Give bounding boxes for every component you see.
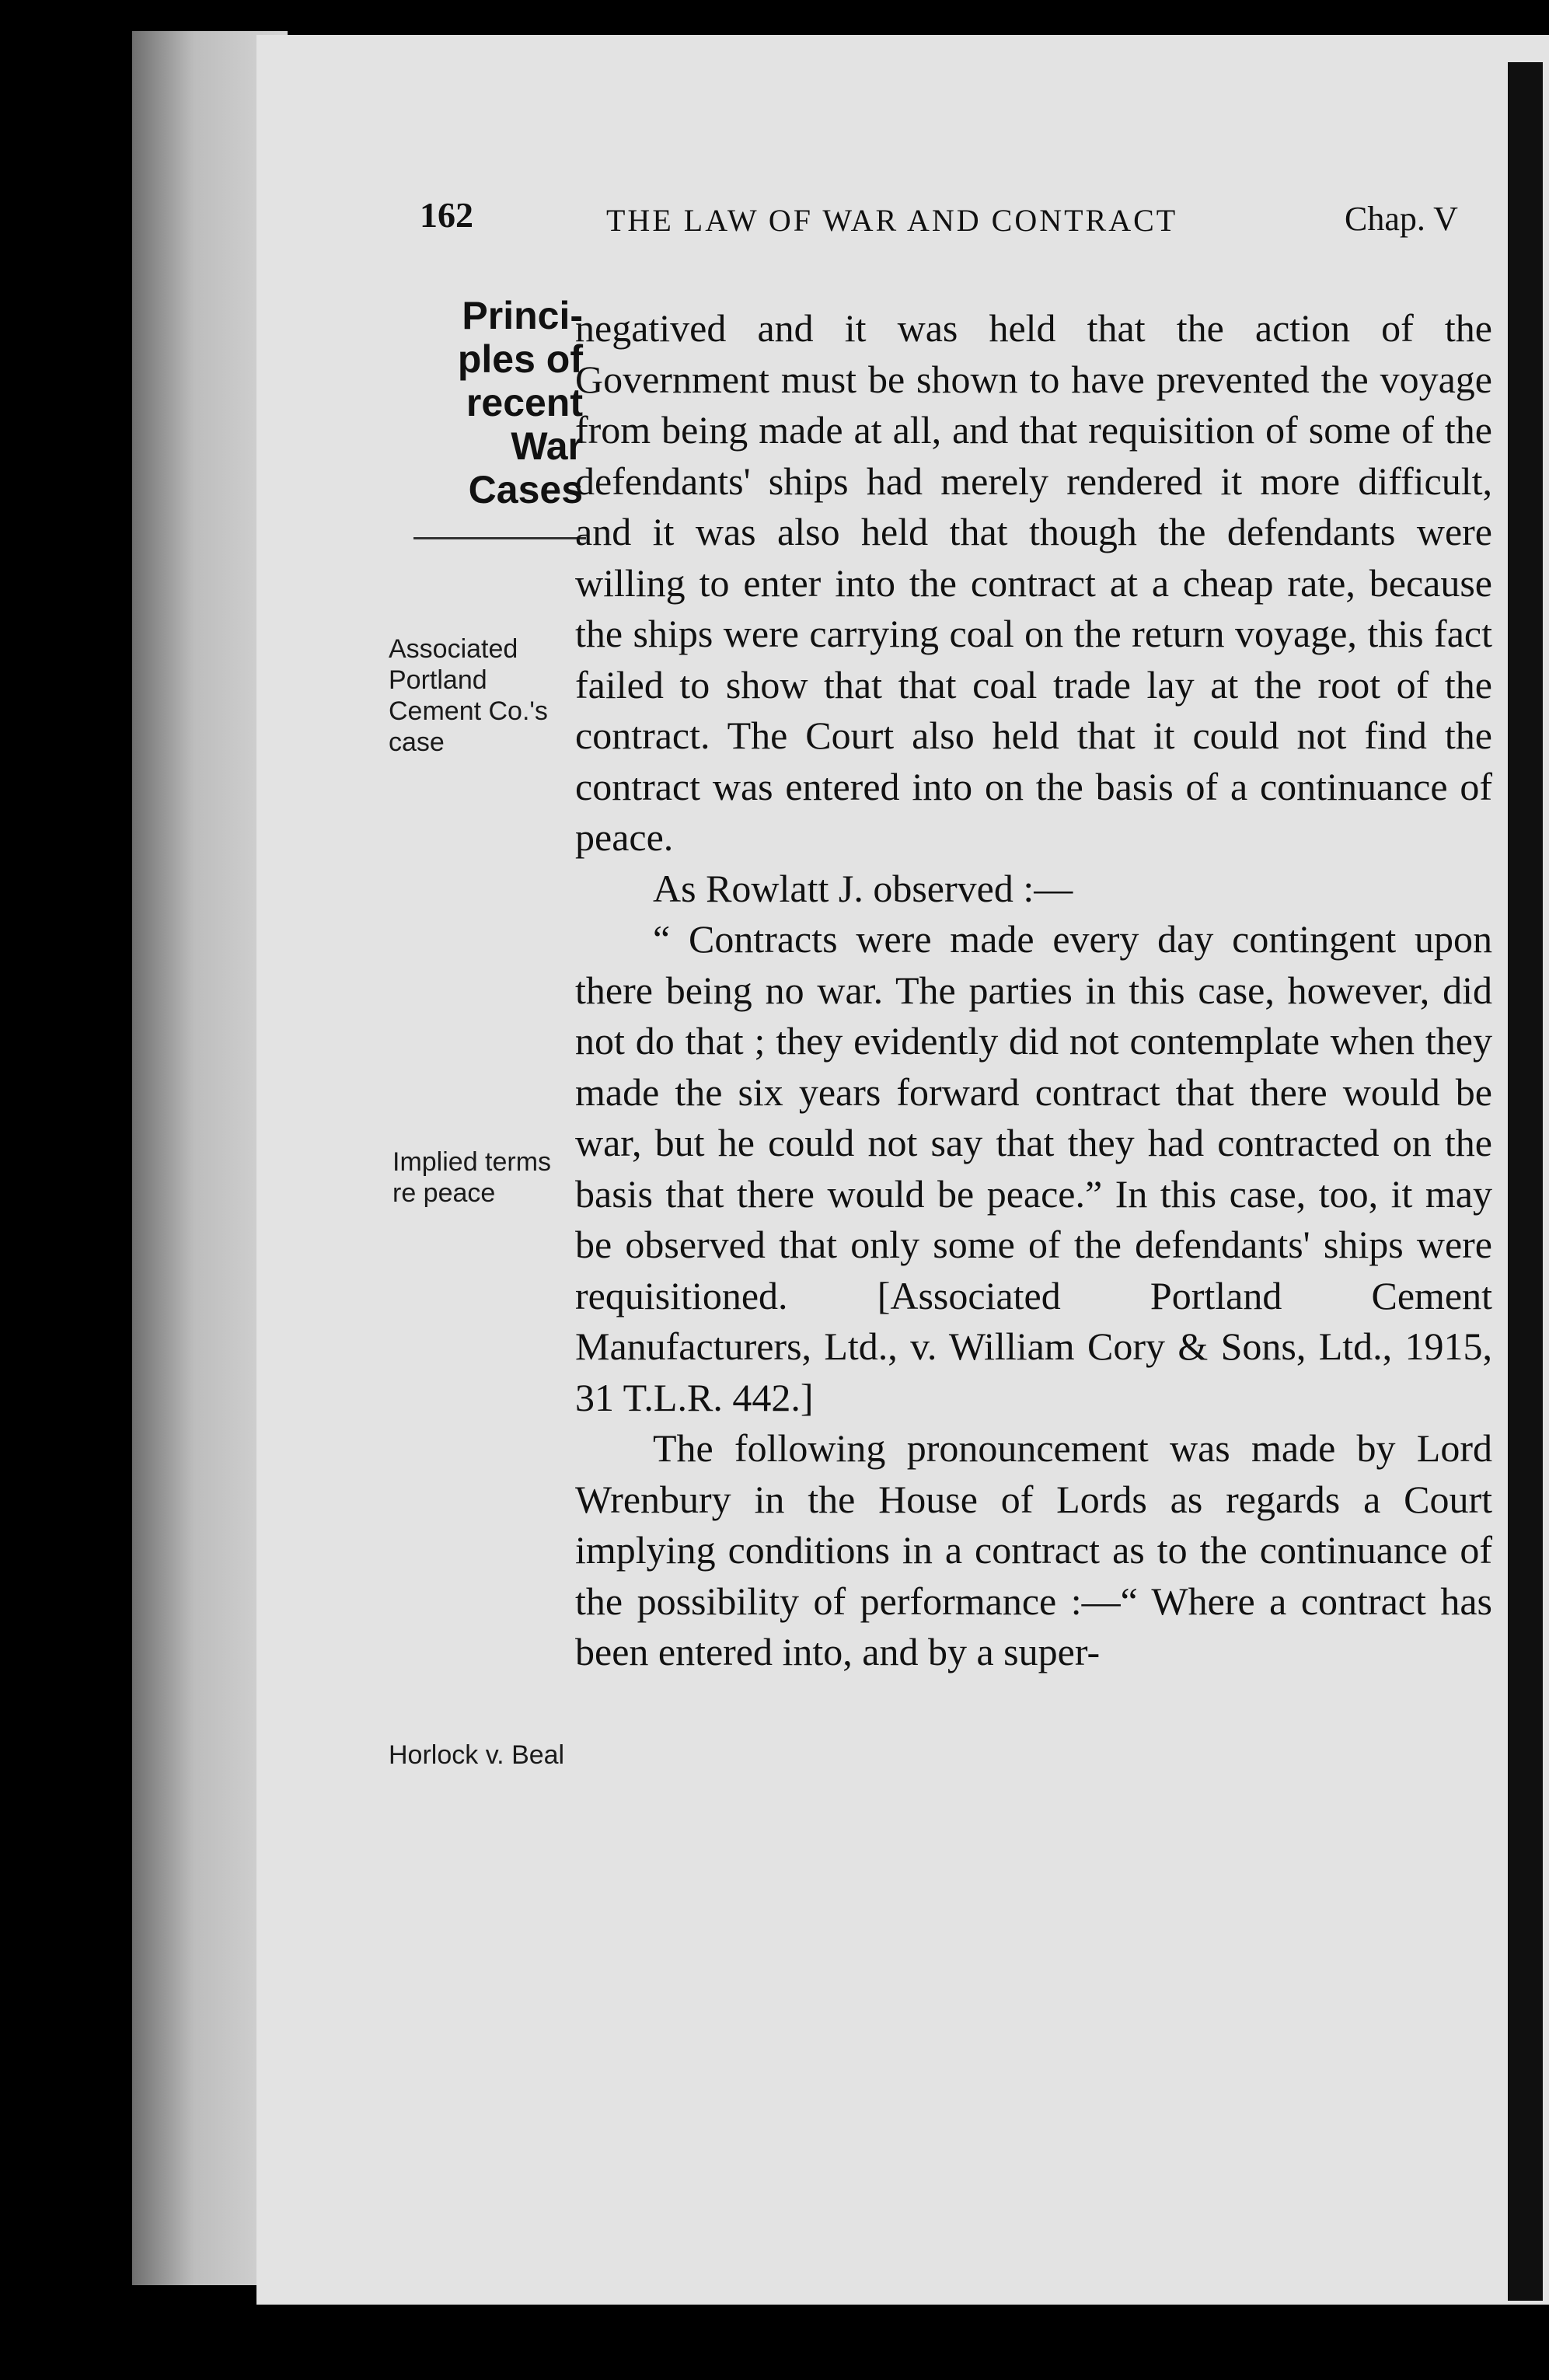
paragraph-3: “ Contracts were made every day contingent upon there being no war. The parties in this case, however, did not do that ; they evidently did not contemplate when they made the six years forward contract that there would be war, but he could not say that they had contracted on the basis that there would be peace.” In this case, too, it may be observed that only some of the defendants' ships were requisitioned. [Associated Portland Cement Manufacturers, Ltd., v. William Cory & Sons, Ltd., 1915, 31 T.L.R. 442.] (575, 917, 1492, 1419)
paragraph-4: The following pronouncement was made by Lord Wrenbury in the House of Lords as regards a Court implying conditions in a contract as to the continuance of the possibility of performance :—“ Where a contract has been entered into, and by a super- (575, 1426, 1492, 1673)
body-text (575, 303, 1492, 1678)
book-gutter (1508, 62, 1543, 2301)
margin-note-associated-portland: Associated Portland Cement Co.'s case (389, 634, 548, 757)
page-header (420, 194, 1508, 249)
paragraph-1: negatived and it was held that the action of the Government must be shown to have prevented the voyage from being made at all, and that requisition of some of the defendants' ships had merely rendered it more difficult, and it was also held that though the defendants were willing to enter into the contract at a cheap rate, because the ships were carrying coal on the return voyage, this fact failed to show that that coal trade lay at the root of the contract. The Court also held that it could not find the contract was entered into on the basis of a continuance of peace. (575, 306, 1492, 859)
running-head: THE LAW OF WAR AND CONTRACT (606, 203, 1178, 238)
paragraph-2: As Rowlatt J. observed :— (653, 866, 1073, 910)
page-number: 162 (420, 195, 473, 235)
margin-note-implied-terms: Implied terms re peace (392, 1147, 552, 1208)
margin-title: Princi-ples of recent War Cases (457, 294, 583, 511)
chapter-label: Chap. V (1345, 200, 1458, 238)
margin-divider (413, 537, 586, 539)
margin-note-horlock-beal: Horlock v. Beal (389, 1740, 565, 1770)
